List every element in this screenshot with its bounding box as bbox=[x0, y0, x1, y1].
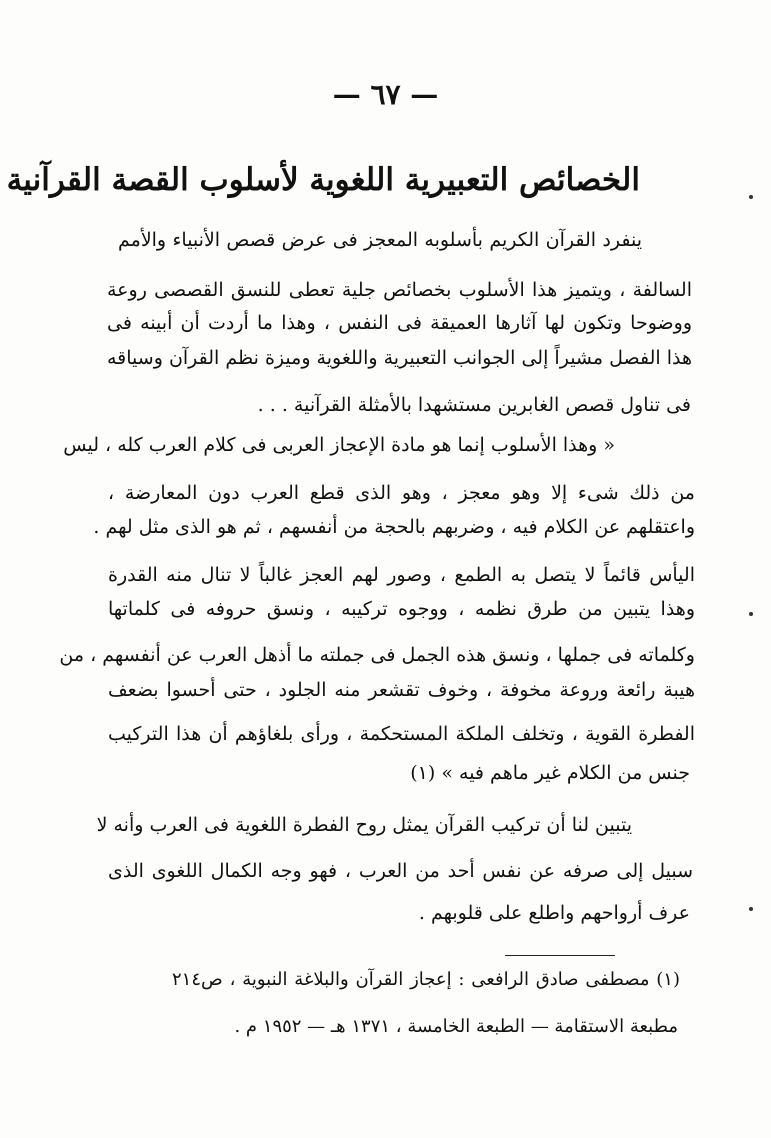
paragraph-2-line: وكلماته فى جملها ، ونسق هذه الجمل فى جملته ما أذهل العرب عن أنفسهم ، من bbox=[59, 644, 695, 666]
paragraph-1-line: ووضوحا وتكون لها آثارها العميقة فى النفس ، وهذا ما أردت أن أبينه فى bbox=[107, 312, 692, 334]
paragraph-2-line: جنس من الكلام غير ماهم فيه » (١) bbox=[410, 762, 690, 784]
paragraph-2-line: وهذا يتبين من طرق نظمه ، ووجوه تركيبه ، ونسق حروفه فى كلماتها bbox=[108, 598, 695, 620]
footnote-line: مطبعة الاستقامة — الطبعة الخامسة ، ١٣٧١ هـ — ١٩٥٢ م . bbox=[234, 1016, 678, 1037]
paragraph-2-line: « وهذا الأسلوب إنما هو مادة الإعجاز العربى فى كلام العرب كله ، ليس bbox=[63, 434, 615, 456]
paragraph-3-line: يتبين لنا أن تركيب القرآن يمثل روح الفطرة اللغوية فى العرب وأنه لا bbox=[96, 814, 632, 836]
paragraph-1-line: هذا الفصل مشيراً إلى الجوانب التعبيرية واللغوية وميزة نظم القرآن وسياقه bbox=[107, 347, 692, 369]
scan-mark bbox=[749, 612, 753, 616]
section-title: الخصائص التعبيرية اللغوية لأسلوب القصة القرآنية bbox=[6, 162, 640, 198]
scan-mark bbox=[749, 195, 753, 199]
page-number: — ٦٧ — bbox=[332, 78, 439, 111]
paragraph-2-line: الفطرة القوية ، وتخلف الملكة المستحكمة ، ورأى بلغاؤهم أن هذا التركيب bbox=[108, 723, 695, 745]
footnote-line: (١) مصطفى صادق الرافعى : إعجاز القرآن والبلاغة النبوية ، ص٢١٤ bbox=[172, 969, 680, 990]
paragraph-1-line: فى تناول قصص الغابرين مستشهدا بالأمثلة القرآنية . . . bbox=[257, 394, 691, 416]
paragraph-2-line: من ذلك شىء إلا وهو معجز ، وهو الذى قطع العرب دون المعارضة ، bbox=[108, 482, 695, 504]
footnote-separator bbox=[505, 955, 615, 956]
paragraph-1-line: السالفة ، ويتميز هذا الأسلوب بخصائص جلية تعطى للنسق القصصى روعة bbox=[107, 279, 692, 301]
paragraph-2-line: اليأس قائماً لا يتصل به الطمع ، وصور لهم العجز غالباً لا تنال منه القدرة bbox=[108, 564, 695, 586]
paragraph-3-line: عرف أرواحهم واطلع على قلوبهم . bbox=[418, 902, 690, 924]
paragraph-2-line: واعتقلهم عن الكلام فيه ، وضربهم بالحجة من أنفسهم ، ثم هو الذى مثل لهم . bbox=[93, 516, 695, 538]
scan-mark bbox=[749, 907, 753, 911]
paragraph-2-line: هيبة رائعة وروعة مخوفة ، وخوف تقشعر منه الجلود ، حتى أحسوا بضعف bbox=[108, 679, 695, 701]
paragraph-3-line: سبيل إلى صرفه عن نفس أحد من العرب ، فهو وجه الكمال اللغوى الذى bbox=[108, 860, 693, 882]
paragraph-1-line: ينفرد القرآن الكريم بأسلوبه المعجز فى عرض قصص الأنبياء والأمم bbox=[118, 229, 642, 251]
